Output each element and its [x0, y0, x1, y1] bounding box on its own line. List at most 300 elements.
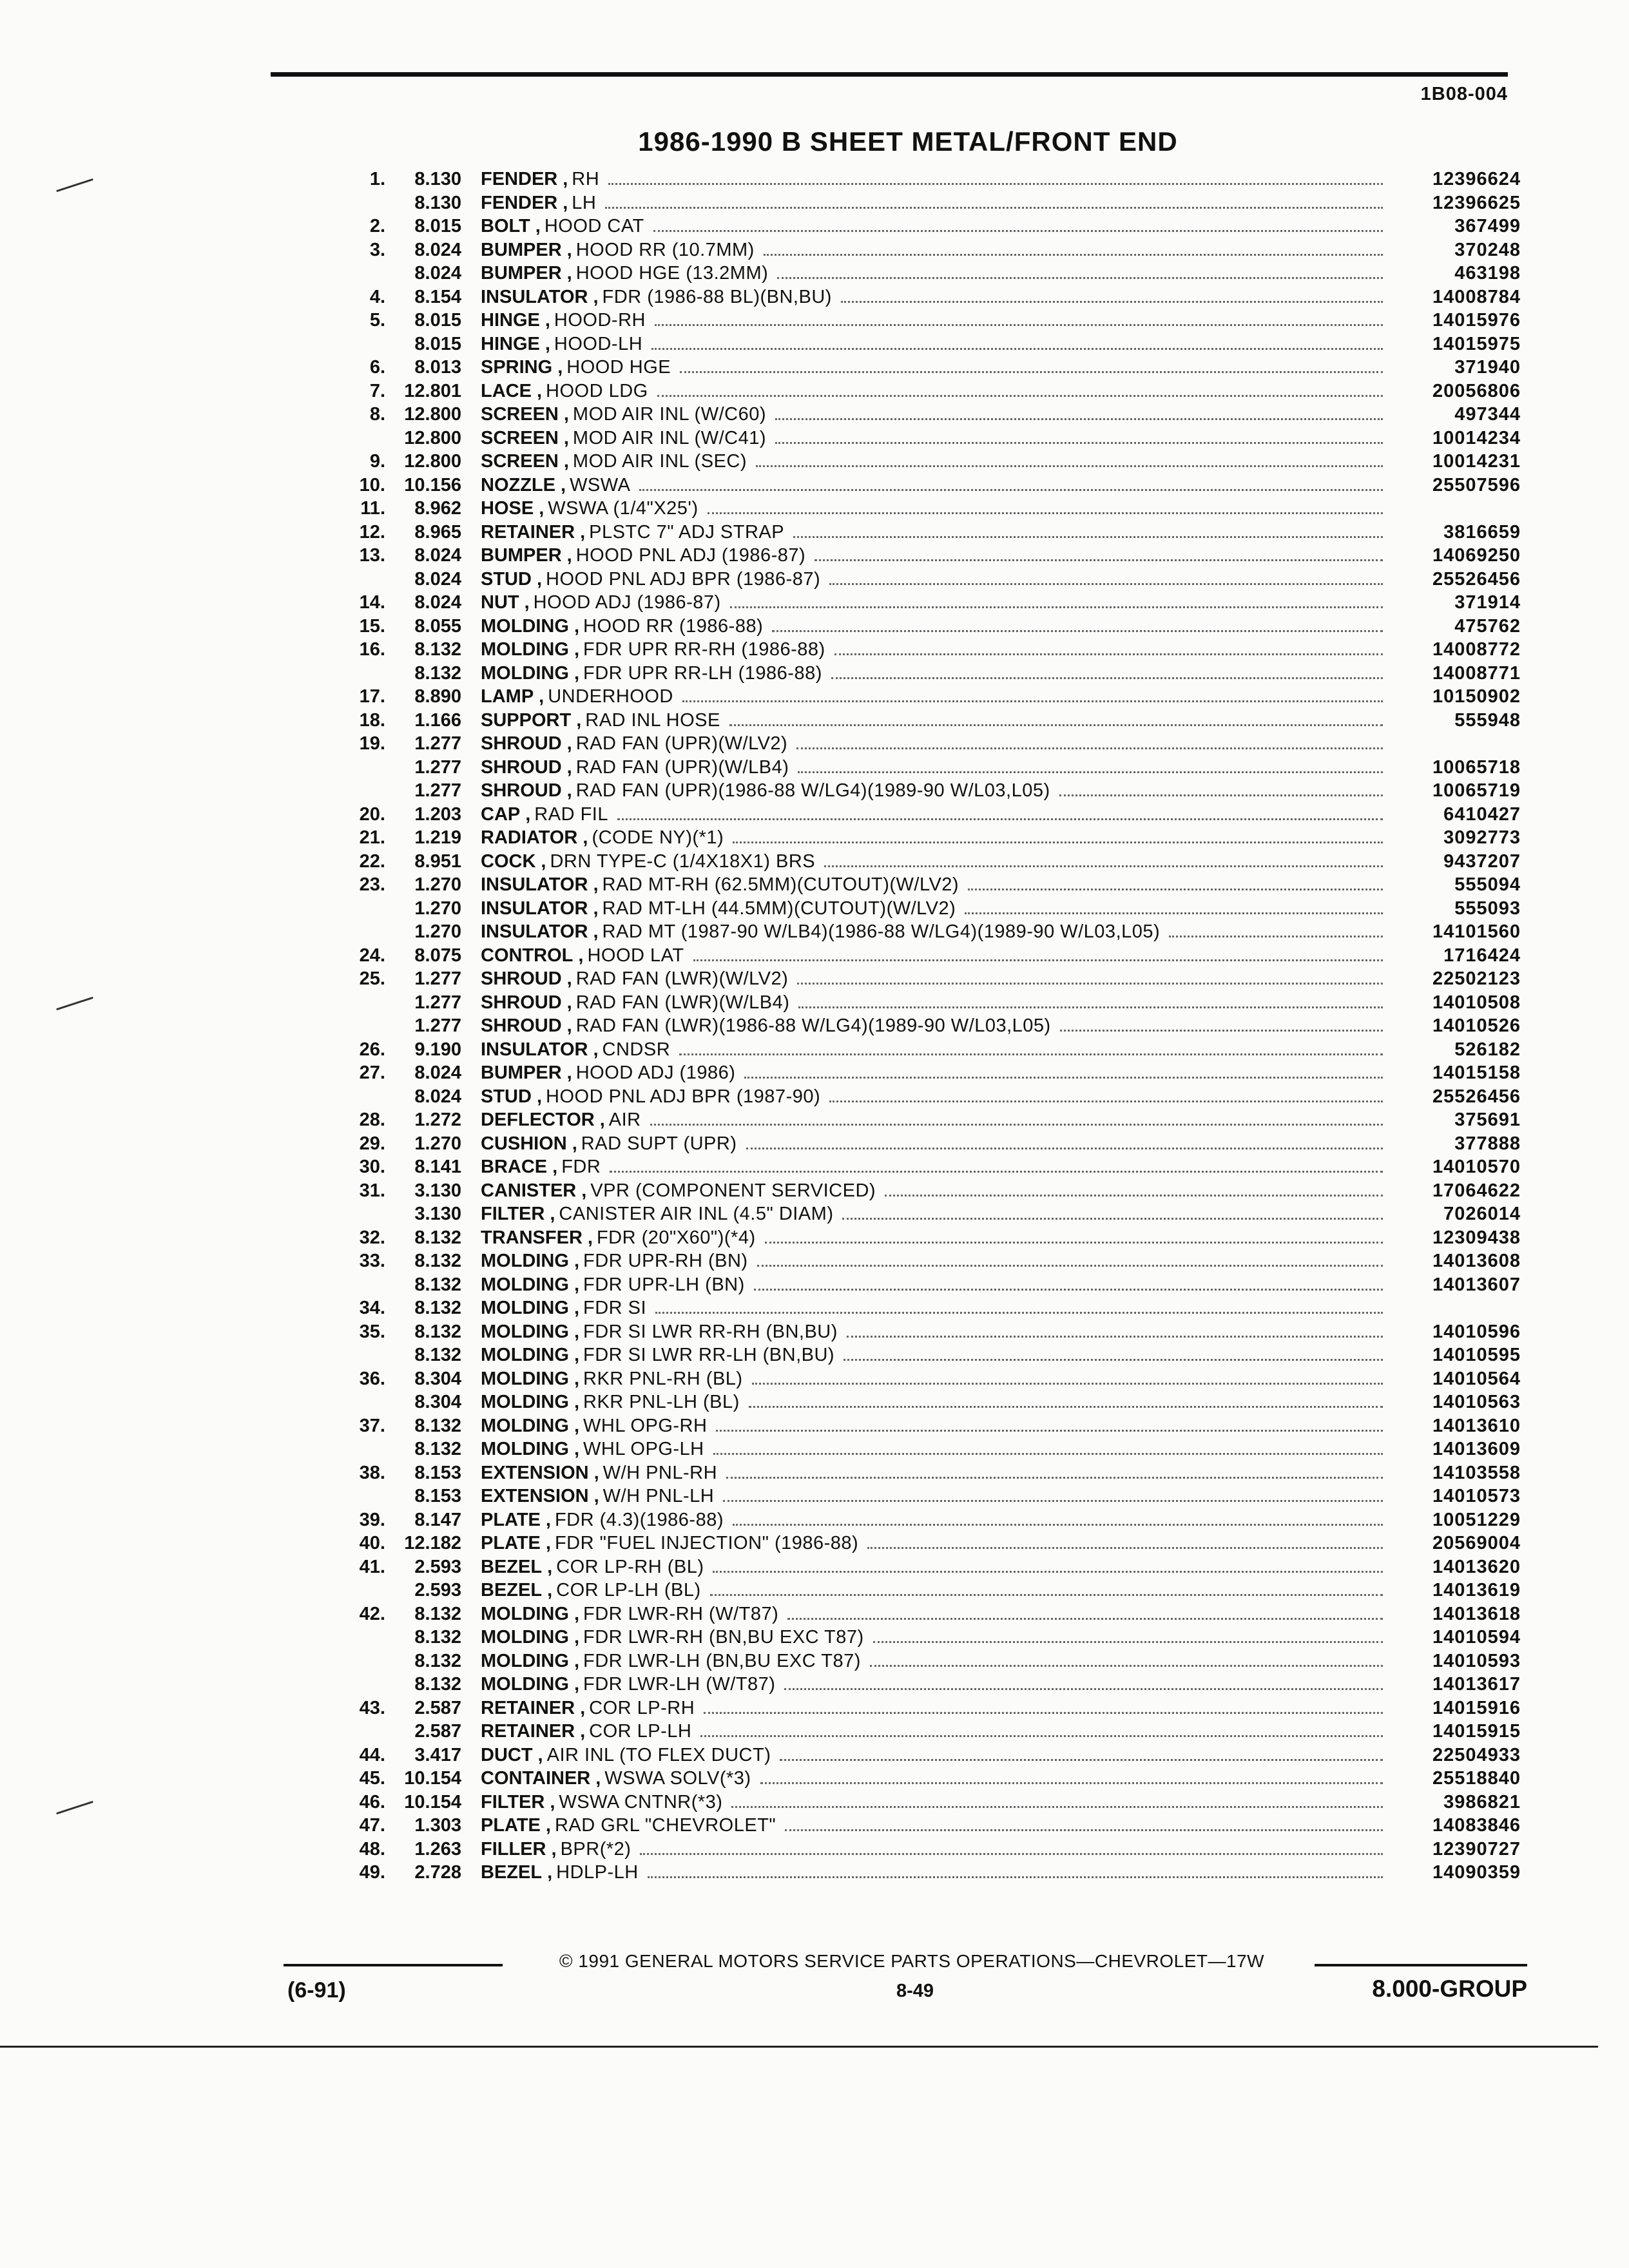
part-name: BUMPER	[481, 263, 562, 284]
group-number: 2.587	[414, 1721, 461, 1742]
name-separator: ,	[574, 1298, 579, 1318]
name-separator: ,	[563, 427, 569, 448]
part-description	[481, 1157, 1392, 1178]
part-row	[335, 1815, 1521, 1839]
part-description	[481, 592, 1392, 613]
part-row	[335, 545, 1521, 569]
revision-date: (6-91)	[287, 1978, 346, 2003]
item-number: 23.	[359, 874, 385, 895]
part-row	[335, 1627, 1521, 1651]
dot-leader	[873, 1641, 1383, 1643]
part-name: NOZZLE	[481, 474, 555, 495]
item-number: 3.	[369, 239, 385, 260]
part-number: 17064622	[1432, 1180, 1521, 1201]
item-number: 39.	[359, 1509, 385, 1530]
item-number: 49.	[359, 1862, 385, 1883]
part-detail: RAD MT (1987-90 W/LB4)(1986-88 W/LG4)(1989-90 W/L03,L05)	[602, 921, 1161, 942]
part-name: MOLDING	[481, 1674, 569, 1695]
dot-leader	[775, 418, 1383, 420]
dot-leader	[757, 1265, 1383, 1267]
part-row	[335, 686, 1521, 710]
dot-leader	[648, 1876, 1383, 1878]
dot-leader	[780, 1759, 1383, 1761]
part-row	[335, 921, 1521, 945]
dot-leader	[679, 1053, 1383, 1055]
part-row	[335, 639, 1521, 663]
item-number: 24.	[359, 945, 385, 966]
group-number: 8.132	[414, 1439, 461, 1459]
item-number: 38.	[359, 1462, 385, 1483]
part-name: MOLDING	[481, 1345, 569, 1365]
part-description	[481, 475, 1392, 496]
part-detail: WSWA CNTNR(*3)	[559, 1791, 723, 1812]
name-separator: ,	[539, 498, 545, 519]
name-separator: ,	[547, 1556, 553, 1577]
name-separator: ,	[566, 756, 572, 778]
item-number: 16.	[359, 639, 385, 660]
name-separator: ,	[574, 1392, 579, 1412]
part-detail: (CODE NY)(*1)	[592, 827, 724, 848]
dot-leader	[749, 1406, 1383, 1408]
part-name: LACE	[481, 380, 532, 401]
dot-leader	[752, 1383, 1383, 1385]
part-detail: HOOD PNL ADJ (1986-87)	[575, 545, 806, 566]
part-number: 25526456	[1432, 568, 1521, 590]
group-number: 8.024	[414, 1062, 461, 1083]
group-number: 8.013	[414, 357, 461, 378]
part-number: 22504933	[1432, 1744, 1521, 1765]
group-number: 1.270	[414, 1133, 461, 1154]
part-row	[335, 1251, 1521, 1274]
part-detail: HOOD HGE	[566, 357, 671, 378]
part-detail: FDR SI LWR RR-RH (BN,BU)	[583, 1321, 838, 1342]
dot-leader	[824, 865, 1383, 867]
part-row	[335, 451, 1521, 475]
part-name: SPRING	[481, 357, 553, 378]
group-number: 8.153	[414, 1486, 461, 1506]
part-detail: FDR SI LWR RR-LH (BN,BU)	[583, 1345, 835, 1365]
part-description	[481, 381, 1392, 402]
part-number: 14101560	[1432, 921, 1521, 942]
margin-mark	[56, 1801, 93, 1814]
part-description	[481, 1604, 1392, 1625]
part-number: 14013607	[1432, 1274, 1521, 1295]
part-detail: HOOD PNL ADJ BPR (1987-90)	[546, 1086, 821, 1107]
item-number: 43.	[359, 1697, 385, 1718]
group-number: 8.015	[414, 216, 461, 236]
item-number: 10.	[359, 474, 385, 495]
dot-leader	[708, 512, 1383, 514]
part-description	[481, 1392, 1392, 1413]
dot-leader	[834, 653, 1383, 655]
part-row	[335, 992, 1521, 1016]
part-detail: AIR INL (TO FLEX DUCT)	[546, 1744, 771, 1765]
name-separator: ,	[563, 451, 569, 472]
part-number: 377888	[1454, 1133, 1521, 1154]
group-number: 1.277	[414, 733, 461, 754]
item-number: 9.	[369, 451, 385, 472]
part-detail: AIR	[608, 1110, 641, 1130]
group-number: 2.593	[414, 1556, 461, 1577]
part-number: 1716424	[1443, 945, 1521, 966]
name-separator: ,	[574, 1603, 579, 1624]
part-row	[335, 1698, 1521, 1722]
part-description	[481, 921, 1392, 943]
part-row	[335, 310, 1521, 334]
part-row	[335, 1133, 1521, 1157]
part-detail: RKR PNL-LH (BL)	[583, 1392, 740, 1412]
dot-leader	[657, 395, 1383, 397]
part-row	[335, 1768, 1521, 1792]
part-number: 463198	[1454, 263, 1521, 284]
footer-rule-left	[284, 1964, 503, 1966]
group-number: 1.277	[414, 968, 461, 989]
footer-rule-right	[1315, 1964, 1527, 1966]
part-description	[481, 263, 1392, 284]
part-description	[481, 968, 1392, 990]
part-description	[481, 1510, 1392, 1531]
dot-leader	[682, 700, 1383, 702]
name-separator: ,	[550, 1204, 555, 1224]
group-number: 1.219	[414, 827, 461, 848]
part-name: CONTROL	[481, 945, 574, 966]
part-description	[481, 639, 1392, 660]
part-number: 14008784	[1432, 286, 1521, 307]
name-separator: ,	[599, 1110, 605, 1130]
part-name: FILLER	[481, 1838, 546, 1860]
part-row	[335, 780, 1521, 804]
part-detail: CNDSR	[602, 1039, 671, 1060]
part-row	[335, 404, 1521, 428]
part-row	[335, 1086, 1521, 1110]
part-detail: MOD AIR INL (W/C60)	[572, 404, 766, 425]
part-row	[335, 381, 1521, 405]
name-separator: ,	[552, 1157, 558, 1177]
dot-leader	[1060, 1030, 1383, 1032]
group-number: 10.156	[404, 474, 461, 495]
part-description	[481, 334, 1392, 355]
part-description	[481, 1110, 1392, 1131]
group-number: 8.130	[414, 192, 461, 213]
group-number: 3.130	[414, 1180, 461, 1201]
name-separator: ,	[583, 827, 588, 848]
name-separator: ,	[574, 615, 579, 637]
part-row	[335, 1110, 1521, 1133]
part-description	[481, 193, 1392, 214]
header-rule	[271, 72, 1508, 77]
document-code: 1B08-004	[1420, 84, 1508, 104]
part-number: 14013609	[1432, 1439, 1521, 1459]
part-row	[335, 169, 1521, 193]
part-number: 14010595	[1432, 1345, 1521, 1365]
group-number: 8.024	[414, 592, 461, 613]
name-separator: ,	[593, 1462, 599, 1483]
part-number: 14090359	[1432, 1862, 1521, 1883]
part-description	[481, 404, 1392, 425]
item-number: 35.	[359, 1321, 385, 1342]
item-number: 20.	[359, 803, 385, 825]
item-number: 28.	[359, 1110, 385, 1130]
dot-leader	[746, 1148, 1383, 1149]
item-number: 48.	[359, 1838, 385, 1860]
part-description	[481, 569, 1392, 590]
item-number: 19.	[359, 733, 385, 754]
group-label: 8.000-GROUP	[1372, 1975, 1527, 2002]
part-description	[481, 733, 1392, 754]
part-name: SHROUD	[481, 756, 562, 778]
part-name: BEZEL	[481, 1862, 543, 1883]
group-number: 8.154	[414, 286, 461, 307]
part-name: RETAINER	[481, 1721, 575, 1742]
part-detail: MOD AIR INL (W/C41)	[572, 427, 766, 448]
name-separator: ,	[566, 992, 572, 1013]
part-detail: RH	[572, 169, 600, 189]
part-name: BUMPER	[481, 1062, 562, 1083]
part-description	[481, 357, 1392, 378]
part-description	[481, 1039, 1392, 1061]
item-number: 6.	[369, 357, 385, 378]
part-description	[481, 1768, 1392, 1789]
part-description	[481, 1204, 1392, 1225]
name-separator: ,	[537, 1744, 543, 1765]
part-row	[335, 1157, 1521, 1180]
part-detail: HOOD CAT	[544, 216, 644, 236]
part-number: 20569004	[1432, 1533, 1521, 1553]
parts-list	[335, 169, 1521, 1886]
part-number: 3986821	[1443, 1791, 1521, 1812]
part-name: BUMPER	[481, 239, 562, 260]
part-detail: CANISTER AIR INL (4.5" DIAM)	[559, 1204, 834, 1224]
part-name: STUD	[481, 1086, 532, 1107]
part-detail: FDR UPR RR-RH (1986-88)	[583, 639, 825, 660]
part-number: 10014234	[1432, 427, 1521, 448]
name-separator: ,	[574, 1627, 579, 1648]
part-description	[481, 1062, 1392, 1084]
part-name: MOLDING	[481, 1650, 569, 1671]
dot-leader	[733, 841, 1383, 843]
group-number: 1.270	[414, 898, 461, 919]
part-detail: RAD FAN (UPR)(1986-88 W/LG4)(1989-90 W/L03,L05)	[575, 780, 1050, 801]
part-detail: MOD AIR INL (SEC)	[572, 451, 747, 472]
part-number: 25526456	[1432, 1086, 1521, 1107]
group-number: 1.272	[414, 1110, 461, 1130]
part-description	[481, 945, 1392, 966]
dot-leader	[617, 818, 1383, 820]
part-number: 20056806	[1432, 380, 1521, 401]
part-description	[481, 663, 1392, 684]
part-detail: WHL OPG-LH	[583, 1439, 704, 1459]
part-row	[335, 874, 1521, 898]
dot-leader	[831, 677, 1383, 679]
part-name: MOLDING	[481, 1627, 569, 1648]
page-title: 1986-1990 B SHEET METAL/FRONT END	[638, 126, 1178, 157]
page-bottom-rule	[0, 2046, 1598, 2048]
dot-leader	[765, 1242, 1383, 1244]
dot-leader	[867, 1547, 1383, 1549]
group-number: 10.154	[404, 1768, 461, 1789]
name-separator: ,	[580, 521, 586, 543]
part-name: SCREEN	[481, 404, 559, 425]
dot-leader	[829, 1100, 1383, 1102]
part-description	[481, 1345, 1392, 1366]
name-separator: ,	[574, 1650, 579, 1671]
part-description	[481, 1321, 1392, 1343]
part-description	[481, 1745, 1392, 1766]
name-separator: ,	[576, 709, 582, 731]
part-number: 367499	[1454, 216, 1521, 236]
part-number: 370248	[1454, 239, 1521, 260]
part-row	[335, 1274, 1521, 1298]
part-description	[481, 1416, 1392, 1437]
part-description	[481, 240, 1392, 261]
group-number: 1.203	[414, 803, 461, 825]
item-number: 33.	[359, 1251, 385, 1271]
item-number: 29.	[359, 1133, 385, 1154]
part-detail: W/H PNL-LH	[602, 1486, 715, 1506]
dot-leader	[787, 1618, 1383, 1620]
part-detail: HOOD ADJ (1986-87)	[533, 592, 721, 613]
part-detail: FDR (1986-88 BL)(BN,BU)	[602, 286, 832, 307]
item-number: 14.	[359, 592, 385, 613]
part-name: MOLDING	[481, 1415, 569, 1436]
group-number: 8.024	[414, 568, 461, 590]
item-number: 15.	[359, 615, 385, 637]
item-number: 27.	[359, 1062, 385, 1083]
dot-leader	[653, 230, 1383, 232]
part-detail: RAD MT-RH (62.5MM)(CUTOUT)(W/LV2)	[602, 874, 959, 895]
part-row	[335, 1862, 1521, 1886]
part-name: CANISTER	[481, 1180, 577, 1201]
part-number: 14015916	[1432, 1697, 1521, 1718]
part-name: HOSE	[481, 498, 534, 519]
part-detail: RKR PNL-RH (BL)	[583, 1368, 743, 1389]
margin-mark	[56, 997, 93, 1010]
part-description	[481, 1698, 1392, 1719]
item-number: 30.	[359, 1157, 385, 1177]
item-number: 44.	[359, 1744, 385, 1765]
group-number: 8.147	[414, 1509, 461, 1530]
item-number: 7.	[369, 380, 385, 401]
part-name: SHROUD	[481, 780, 562, 801]
dot-leader	[1169, 936, 1383, 937]
part-number: 371914	[1454, 592, 1521, 613]
part-description	[481, 1251, 1392, 1272]
part-detail: W/H PNL-RH	[602, 1462, 718, 1483]
part-name: DEFLECTOR	[481, 1110, 595, 1130]
part-number: 22502123	[1432, 968, 1521, 989]
part-number: 497344	[1454, 404, 1521, 425]
part-row	[335, 1651, 1521, 1675]
part-row	[335, 428, 1521, 452]
group-number: 12.800	[404, 427, 461, 448]
item-number: 41.	[359, 1556, 385, 1577]
part-number: 12396625	[1432, 192, 1521, 213]
part-number: 14103558	[1432, 1462, 1521, 1483]
part-name: SHROUD	[481, 968, 562, 989]
part-description	[481, 1557, 1392, 1578]
dot-leader	[655, 1312, 1383, 1314]
part-description	[481, 1015, 1392, 1037]
part-row	[335, 616, 1521, 640]
part-number: 14010563	[1432, 1392, 1521, 1412]
item-number: 37.	[359, 1415, 385, 1436]
part-name: STUD	[481, 568, 532, 590]
part-number: 14010573	[1432, 1486, 1521, 1506]
part-number: 371940	[1454, 357, 1521, 378]
group-number: 3.130	[414, 1204, 461, 1224]
group-number: 1.277	[414, 756, 461, 778]
dot-leader	[793, 536, 1383, 538]
part-detail: FDR SI	[583, 1298, 647, 1318]
group-number: 8.962	[414, 498, 461, 519]
part-detail: FDR "FUEL INJECTION" (1986-88)	[554, 1533, 859, 1553]
part-row	[335, 851, 1521, 875]
part-name: INSULATOR	[481, 921, 588, 942]
group-number: 8.132	[414, 639, 461, 660]
part-row	[335, 1227, 1521, 1251]
group-number: 8.153	[414, 1462, 461, 1483]
group-number: 8.951	[414, 850, 461, 872]
part-name: FILTER	[481, 1791, 545, 1812]
part-name: INSULATOR	[481, 874, 588, 895]
part-number: 14010593	[1432, 1650, 1521, 1671]
group-number: 8.304	[414, 1368, 461, 1389]
part-description	[481, 428, 1392, 449]
part-name: CUSHION	[481, 1133, 567, 1154]
part-row	[335, 663, 1521, 687]
item-number: 25.	[359, 968, 385, 989]
part-description	[481, 1721, 1392, 1742]
group-number: 1.277	[414, 1015, 461, 1036]
part-row	[335, 1674, 1521, 1698]
part-row	[335, 1604, 1521, 1628]
part-number: 14069250	[1432, 545, 1521, 566]
part-row	[335, 1792, 1521, 1816]
part-row	[335, 1463, 1521, 1486]
part-description	[481, 1651, 1392, 1672]
name-separator: ,	[539, 686, 545, 707]
name-separator: ,	[557, 357, 563, 378]
dot-leader	[968, 889, 1383, 890]
part-row	[335, 334, 1521, 358]
dot-leader	[785, 1829, 1383, 1831]
part-number: 555093	[1454, 898, 1521, 919]
group-number: 8.132	[414, 1274, 461, 1295]
name-separator: ,	[566, 1015, 572, 1036]
item-number: 5.	[369, 310, 385, 331]
dot-leader	[754, 1289, 1383, 1291]
group-number: 2.587	[414, 1697, 461, 1718]
part-description	[481, 992, 1392, 1014]
item-number: 40.	[359, 1533, 385, 1553]
part-number: 12309438	[1432, 1227, 1521, 1248]
part-description	[481, 851, 1392, 872]
name-separator: ,	[547, 1580, 553, 1600]
item-number: 46.	[359, 1791, 385, 1812]
dot-leader	[713, 1453, 1383, 1455]
part-row	[335, 1580, 1521, 1604]
part-name: HINGE	[481, 310, 540, 331]
part-detail: FDR LWR-LH (W/T87)	[583, 1674, 776, 1695]
name-separator: ,	[550, 1791, 555, 1812]
part-name: INSULATOR	[481, 286, 588, 307]
part-detail: FDR LWR-RH (BN,BU EXC T87)	[583, 1627, 864, 1648]
part-name: CONTAINER	[481, 1768, 591, 1789]
part-name: MOLDING	[481, 1251, 569, 1271]
part-number: 14008772	[1432, 639, 1521, 660]
group-number: 8.132	[414, 1415, 461, 1436]
item-number: 21.	[359, 827, 385, 848]
